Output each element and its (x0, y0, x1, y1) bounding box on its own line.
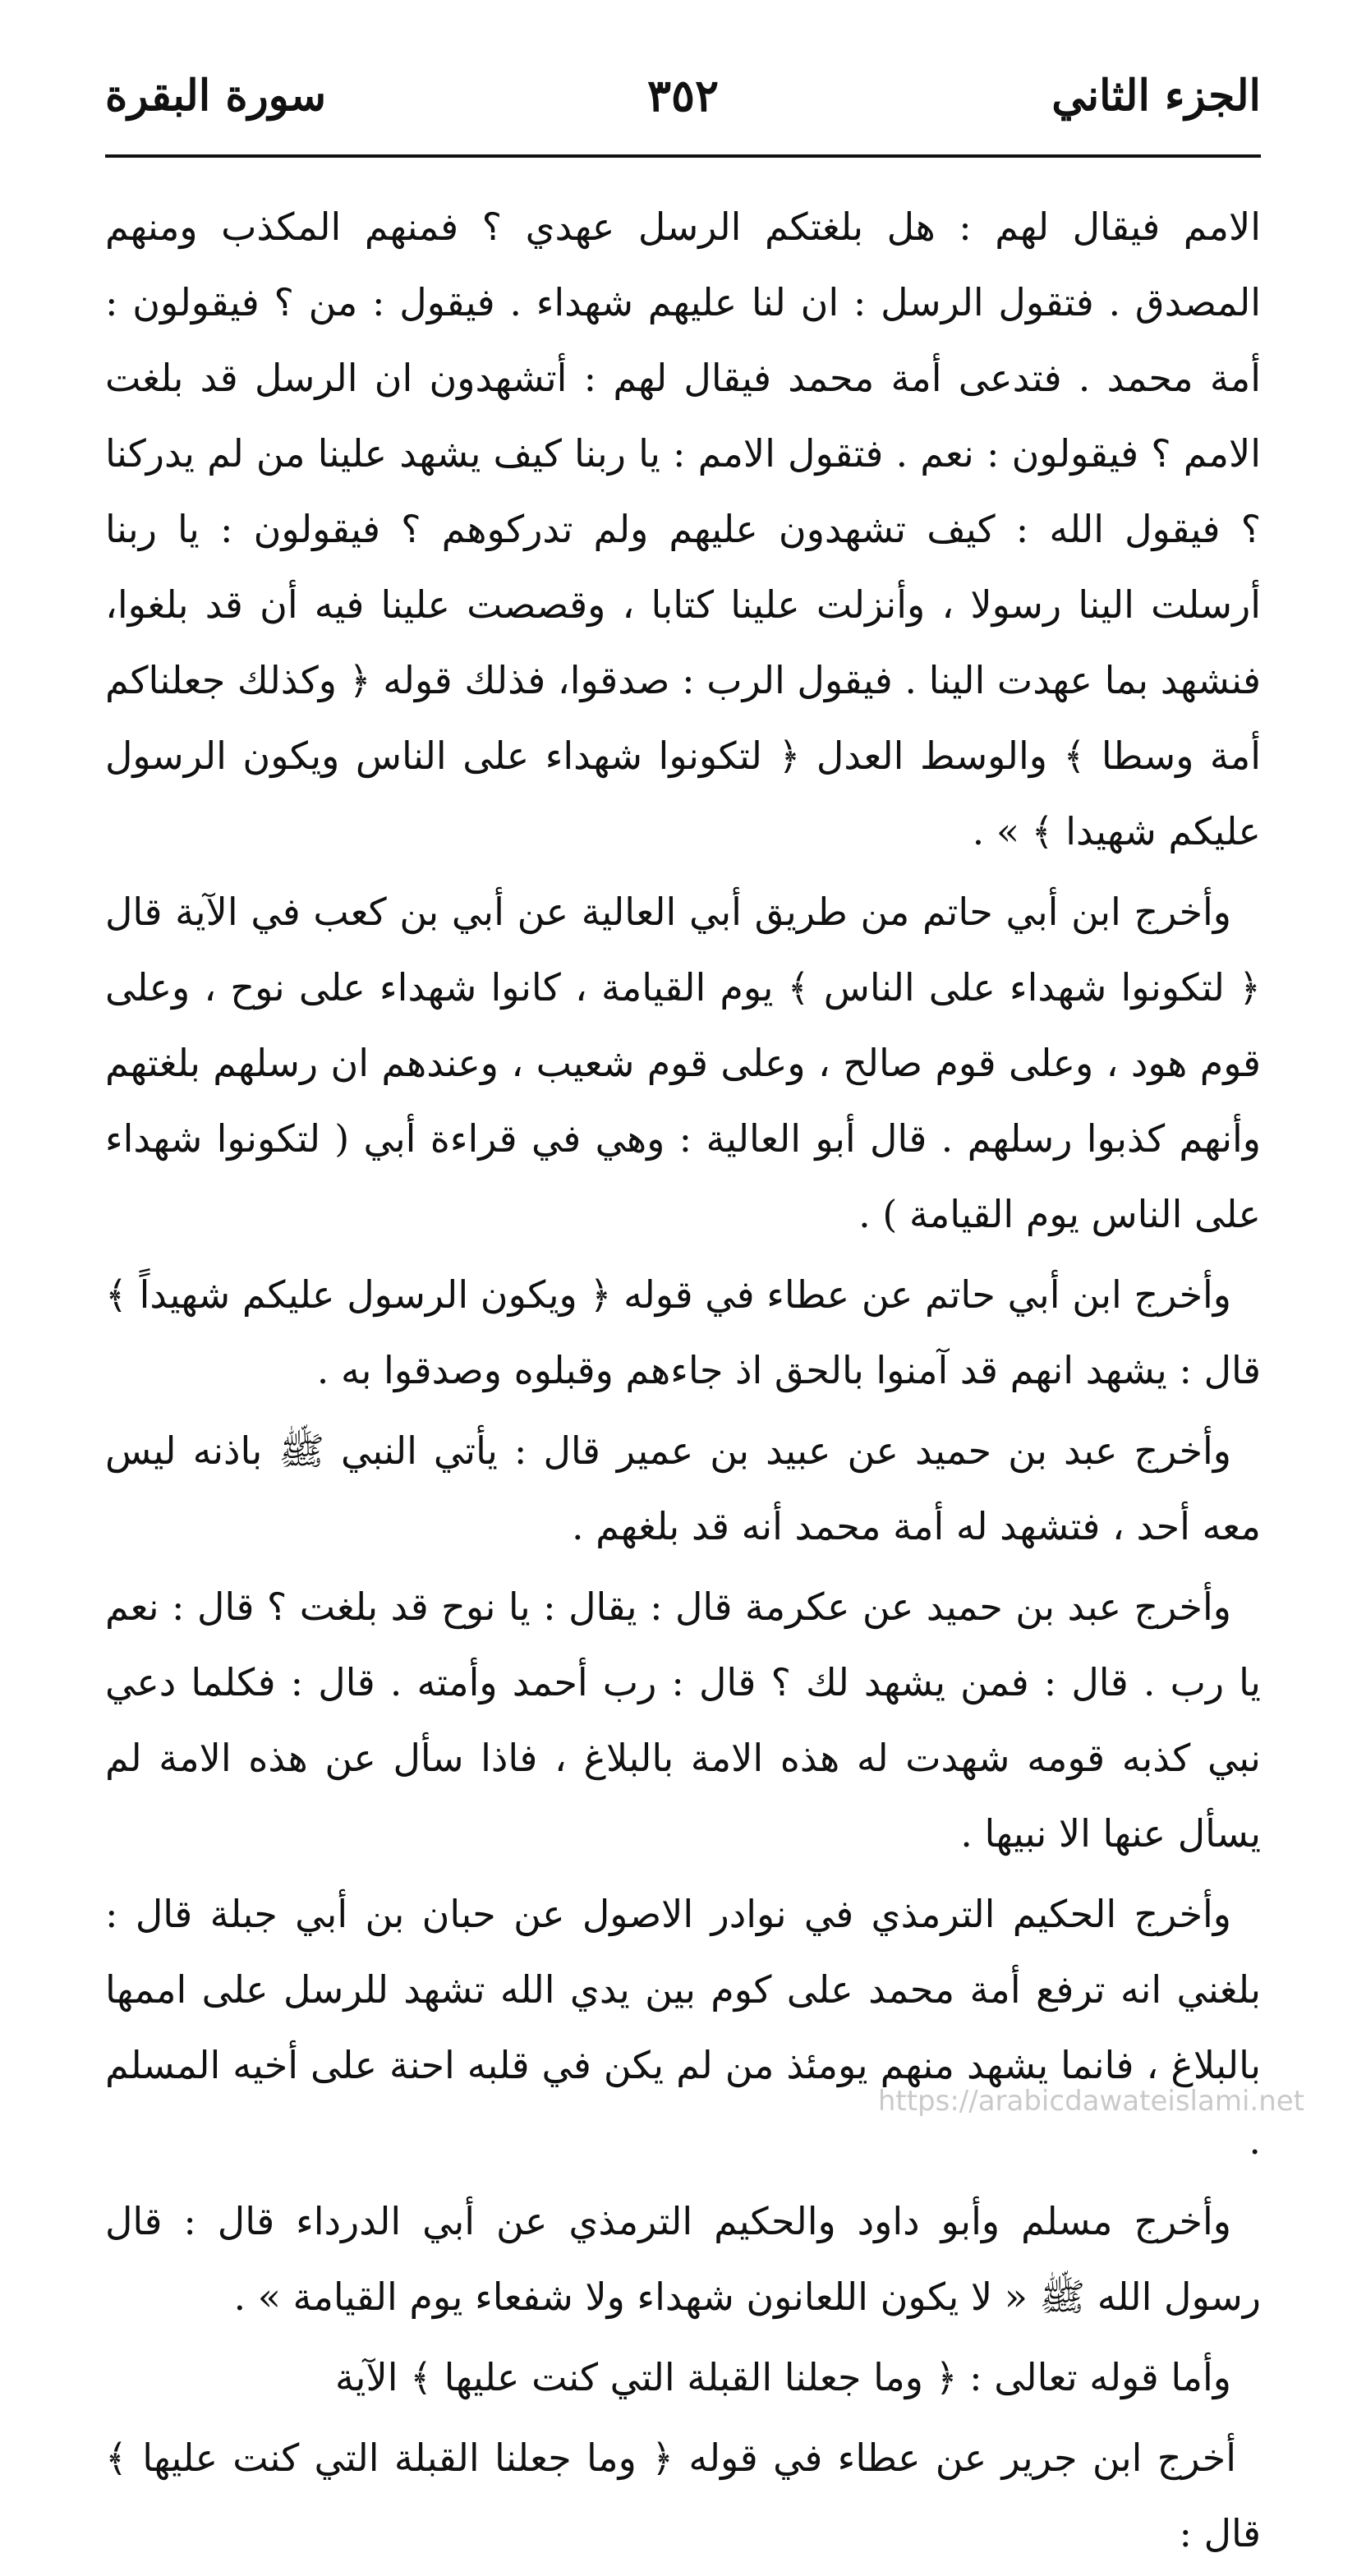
page-number: ٣٥٢ (646, 69, 720, 122)
paragraph-2: وأخرج ابن أبي حاتم من طريق أبي العالية عن أبي بن كعب في الآية قال ﴿ لتكونوا شهداء على الناس ﴾ يوم القيامة ، كانوا شهداء على نوح ، وعلى قوم هود ، وعلى قوم صالح ، وعلى قوم شعيب ، وعندهم ان رسلهم بلغتهم وأنهم كذبوا رسلهم . قال أبو العالية : وهي في قراءة أبي ( لتكونوا شهداء على الناس يوم القيامة ) . (105, 890, 1261, 1236)
paragraph-6: وأخرج الحكيم الترمذي في نوادر الاصول عن حبان بن أبي جبلة قال : بلغني انه ترفع أمة محمد على كوم بين يدي الله تشهد للرسل على اممها بالبلاغ ، فانما يشهد منهم يومئذ من لم يكن في قلبه احنة على أخيه المسلم . (105, 1892, 1261, 2163)
surah-title: سورة البقرة (105, 71, 327, 121)
watermark-url: https://arabicdawateislami.net (877, 2085, 1304, 2118)
page-body (105, 189, 1261, 2576)
paragraph-9: أخرج ابن جرير عن عطاء في قوله ﴿ وما جعلنا القبلة التي كنت عليها ﴾ قال : (105, 2436, 1261, 2555)
paragraph-8: وأما قوله تعالى : ﴿ وما جعلنا القبلة التي كنت عليها ﴾ الآية (335, 2355, 1231, 2399)
paragraph-4: وأخرج عبد بن حميد عن عبيد بن عمير قال : يأتي النبي ﷺ باذنه ليس معه أحد ، فتشهد له أمة محمد أنه قد بلغهم . (105, 1428, 1261, 1548)
header-divider (105, 154, 1261, 158)
paragraph-1: الامم فيقال لهم : هل بلغتكم الرسل عهدي ؟ فمنهم المكذب ومنهم المصدق . فتقول الرسل : ان لنا عليهم شهداء . فيقول : من ؟ فيقولون : أمة محمد . فتدعى أمة محمد فيقال لهم : أتشهدون ان الرسل قد بلغت الامم ؟ فيقولون : نعم . فتقول الامم : يا ربنا كيف يشهد علينا من لم يدركنا ؟ فيقول الله : كيف تشهدون عليهم ولم تدركوهم ؟ فيقولون : يا ربنا أرسلت الينا رسولا ، وأنزلت علينا كتابا ، وقصصت علينا فيه أن قد بلغوا، فنشهد بما عهدت الينا . فيقول الرب : صدقوا، فذلك قوله ﴿ وكذلك جعلناكم أمة وسطا ﴾ والوسط العدل ﴿ لتكونوا شهداء على الناس ويكون الرسول عليكم شهيدا ﴾ » . (105, 205, 1261, 853)
paragraph-7: وأخرج مسلم وأبو داود والحكيم الترمذي عن أبي الدرداء قال : قال رسول الله ﷺ « لا يكون اللعانون شهداء ولا شفعاء يوم القيامة » . (105, 2199, 1261, 2319)
paragraph-5: وأخرج عبد بن حميد عن عكرمة قال : يقال : يا نوح قد بلغت ؟ قال : نعم يا رب . قال : فمن يشهد لك ؟ قال : رب أحمد وأمته . قال : فكلما دعي نبي كذبه قومه شهدت له هذه الامة بالبلاغ ، فاذا سأل عن هذه الامة لم يسأل عنها الا نبيها . (105, 1585, 1261, 1856)
page-header (105, 67, 1261, 133)
part-title: الجزء الثاني (1051, 71, 1261, 121)
paragraph-3: وأخرج ابن أبي حاتم عن عطاء في قوله ﴿ ويكون الرسول عليكم شهيداً ﴾ قال : يشهد انهم قد آمنوا بالحق اذ جاءهم وقبلوه وصدقوا به . (105, 1272, 1261, 1392)
